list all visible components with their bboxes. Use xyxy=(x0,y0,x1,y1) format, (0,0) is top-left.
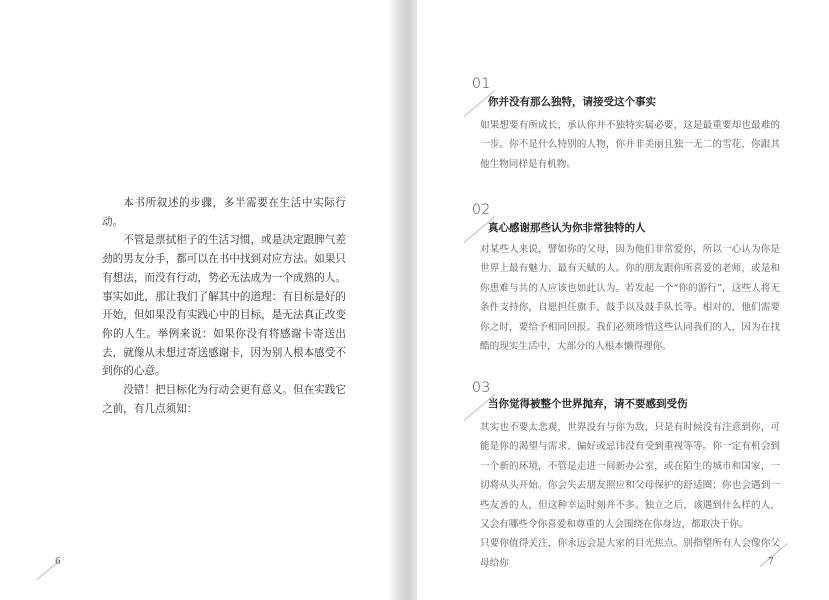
section-body xyxy=(480,418,780,573)
section-body-text-continued: 只要你值得关注，你永远会是大家的目光焦点。别指望所有人会像你父母给你 xyxy=(480,538,780,569)
section-body-text: 其实也不要太悲观，世界没有与你为敌，只是有时候没有注意到你，可能是你的渴望与需求、偏好或忌讳没有受到重视等等。你一定有机会到一个新的环境，不管是走进一间新办公室，或在陌生的城市和国家，一切将从头开始。你会失去朋友照应和父母保护的舒适圈；你也会遇到一些友善的人，但这种幸运时刻并不多。独立之后，该遇到什么样的人，又会有哪些令你喜爱和尊重的人会围绕在你身边，都取决于你。 xyxy=(480,422,780,531)
left-paragraph-1: 本书所叙述的步骤，多半需要在生活中实际行动。 xyxy=(102,197,346,228)
section-body xyxy=(480,240,780,356)
section-body xyxy=(480,116,780,174)
left-page-body xyxy=(102,194,346,418)
section-01 xyxy=(462,74,780,204)
section-02 xyxy=(462,200,780,353)
section-title: 当你觉得被整个世界抛弃，请不要感到受伤 xyxy=(488,398,688,410)
section-number: 03 xyxy=(472,380,491,396)
left-page xyxy=(0,0,395,600)
section-body-text: 对某些人来说，譬如你的父母，因为他们非常爱你，所以一心认为你是世界上最有魅力、最有天赋的人。你的朋友跟你所喜爱的老师，或是和你患难与共的人应该也如此认为。若发起一个“你的游行”，这些人将无条件支持你，自愿担任旗手、鼓手以及鼓手队长等。相对的，他们需要你之时，要给予相同回报。我们必须珍惜这些认同我们的人，因为在找酷的现实生活中，大部分的人根本懒得理你。 xyxy=(480,244,780,353)
left-paragraph-3: 没错！把目标化为行动会更有意义。但在实践它之前，有几点须知： xyxy=(102,384,346,415)
section-title: 你并没有那么独特，请接受这个事实 xyxy=(488,96,656,108)
left-paragraph-2: 不管是票拭柜子的生活习惯，或是决定跟脾气差劲的男友分手，都可以在书中找到对应方法。如果只有想法，而没有行动，势必无法成为一个成熟的人。事实如此，那让我们了解其中的道理：有目标是好的开始，但如果没有实践心中的目标，是无法真正改变你的人生。举例来说：如果你没有将感谢卡寄送出去，就像从未想过寄送感谢卡，因为别人根本感受不到你的心意。 xyxy=(102,234,346,378)
section-number: 02 xyxy=(472,202,491,218)
right-page-number: 7 xyxy=(768,557,774,567)
section-title: 真心感谢那些认为你非常独特的人 xyxy=(488,222,646,234)
section-body-text: 如果想要有所成长，承认你并不独特实属必要，这是最重要却也最难的一步。你不是什么特别的人物，你并非美丽且独一无二的雪花，你跟其他生物同样是有机物。 xyxy=(480,120,780,170)
section-number: 01 xyxy=(472,76,491,92)
section-03 xyxy=(462,378,780,569)
left-page-number: 6 xyxy=(55,557,61,567)
